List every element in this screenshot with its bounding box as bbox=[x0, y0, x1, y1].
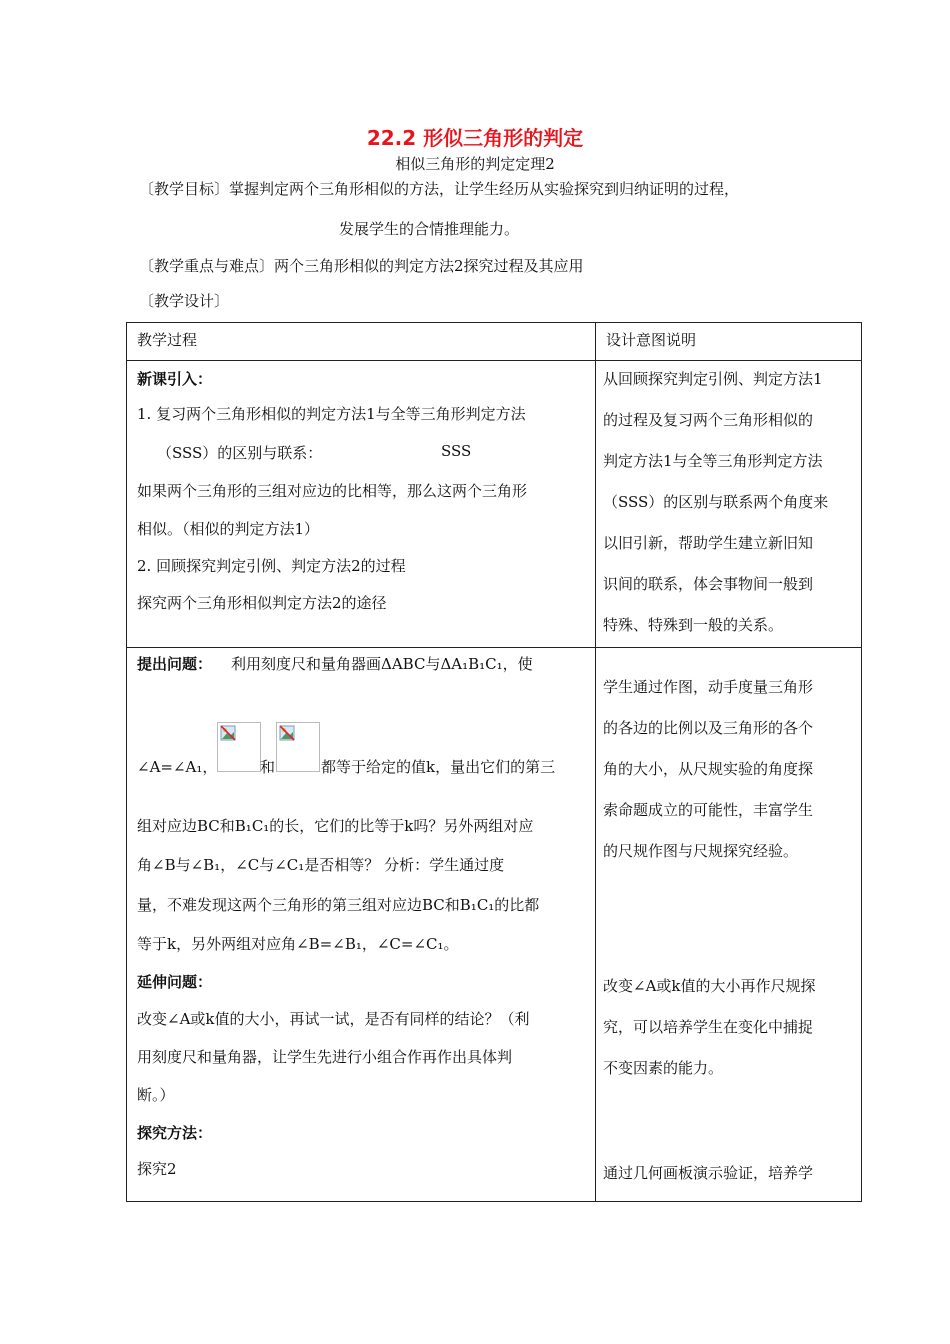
intro-intent-line: 识间的联系，体会事物间一般到 bbox=[603, 575, 814, 593]
intro-line-6: 探究两个三角形相似判定方法2的途径 bbox=[137, 594, 387, 612]
question-line-5: 量，不难发现这两个三角形的第三组对应边BC和B₁C₁的比都 bbox=[137, 896, 540, 914]
teaching-objective-line-1: 〔教学目标〕掌握判定两个三角形相似的方法，让学生经历从实验探究到归纳证明的过程， bbox=[139, 180, 740, 198]
intro-heading: 新课引入： bbox=[137, 370, 213, 388]
question-heading: 提出问题： bbox=[137, 655, 213, 673]
page-title: 22.2 形似三角形的判定 bbox=[366, 126, 584, 150]
intro-line-2b: SSS bbox=[441, 442, 472, 460]
question-intent-line: 索命题成立的可能性，丰富学生 bbox=[603, 801, 814, 819]
page-subtitle: 相似三角形的判定定理2 bbox=[395, 155, 555, 173]
broken-image-icon bbox=[220, 725, 236, 741]
intro-line-3: 如果两个三角形的三组对应边的比相等，那么这两个三角形 bbox=[137, 482, 528, 500]
broken-image-icon bbox=[279, 725, 295, 741]
table-row-intro bbox=[127, 361, 862, 648]
intro-intent-line: 的过程及复习两个三角形相似的 bbox=[603, 411, 814, 429]
intro-line-1: 1. 复习两个三角形相似的判定方法1与全等三角形判定方法 bbox=[137, 405, 526, 423]
extension-line-3: 断。） bbox=[137, 1086, 175, 1104]
teaching-objective-line-2: 发展学生的合情推理能力。 bbox=[339, 220, 520, 238]
question-line-6: 等于k，另外两组对应角∠B=∠B₁，∠C=∠C₁。 bbox=[137, 935, 459, 953]
extension-intent-line: 究，可以培养学生在变化中捕捉 bbox=[603, 1018, 814, 1036]
header-process-cell bbox=[127, 323, 596, 361]
table-row-question bbox=[127, 648, 862, 1202]
intro-intent-line: 从回顾探究判定引例、判定方法1 bbox=[603, 370, 823, 388]
extension-intent-line: 改变∠A或k值的大小再作尺规探 bbox=[603, 977, 816, 995]
intro-line-2a: （SSS）的区别与联系： bbox=[157, 444, 323, 462]
method-heading: 探究方法： bbox=[137, 1124, 213, 1142]
question-process-cell bbox=[127, 648, 596, 1202]
question-line-1: 利用刻度尺和量角器画ΔABC与ΔA₁B₁C₁，使 bbox=[231, 655, 533, 673]
header-intent: 设计意图说明 bbox=[606, 331, 697, 349]
question-intent-cell bbox=[596, 648, 862, 1202]
intro-line-5: 2. 回顾探究判定引例、判定方法2的过程 bbox=[137, 557, 406, 575]
intro-intent-line: 以旧引新，帮助学生建立新旧知 bbox=[603, 534, 814, 552]
question-intent-line: 学生通过作图，动手度量三角形 bbox=[603, 678, 814, 696]
intro-process-cell bbox=[127, 361, 596, 648]
lesson-table bbox=[126, 322, 862, 1202]
broken-image-placeholder bbox=[276, 722, 320, 772]
method-intent-line: 通过几何画板演示验证，培养学 bbox=[603, 1164, 814, 1182]
intro-line-4: 相似。（相似的判定方法1） bbox=[137, 520, 320, 538]
extension-heading: 延伸问题： bbox=[137, 973, 213, 991]
question-line-3: 组对应边BC和B₁C₁的长，它们的比等于k吗？另外两组对应 bbox=[137, 817, 534, 835]
question-line-2a: ∠A=∠A₁， bbox=[137, 758, 218, 776]
extension-intent-line: 不变因素的能力。 bbox=[603, 1059, 724, 1077]
table-header-row bbox=[127, 323, 862, 361]
question-line-2c: 都等于给定的值k，量出它们的第三 bbox=[321, 758, 556, 776]
intro-intent-line: 特殊、特殊到一般的关系。 bbox=[603, 616, 784, 634]
question-intent-line: 角的大小，从尺规实验的角度探 bbox=[603, 760, 814, 778]
intro-intent-line: （SSS）的区别与联系两个角度来 bbox=[603, 493, 829, 511]
header-process: 教学过程 bbox=[137, 331, 198, 349]
extension-line-1: 改变∠A或k值的大小，再试一试，是否有同样的结论？（利 bbox=[137, 1010, 530, 1028]
question-line-4: 角∠B与∠B₁，∠C与∠C₁是否相等？ 分析：学生通过度 bbox=[137, 856, 505, 874]
intro-intent-cell bbox=[596, 361, 862, 648]
broken-image-placeholder bbox=[217, 722, 261, 772]
question-line-2b: 和 bbox=[260, 758, 276, 776]
question-intent-line: 的各边的比例以及三角形的各个 bbox=[603, 719, 814, 737]
header-intent-cell bbox=[596, 323, 862, 361]
question-intent-line: 的尺规作图与尺规探究经验。 bbox=[603, 842, 799, 860]
design-label: 〔教学设计〕 bbox=[139, 292, 230, 310]
method-line-1: 探究2 bbox=[137, 1160, 177, 1178]
key-points: 〔教学重点与难点〕两个三角形相似的判定方法2探究过程及其应用 bbox=[139, 257, 584, 275]
extension-line-2: 用刻度尺和量角器，让学生先进行小组合作再作出具体判 bbox=[137, 1048, 513, 1066]
intro-intent-line: 判定方法1与全等三角形判定方法 bbox=[603, 452, 823, 470]
